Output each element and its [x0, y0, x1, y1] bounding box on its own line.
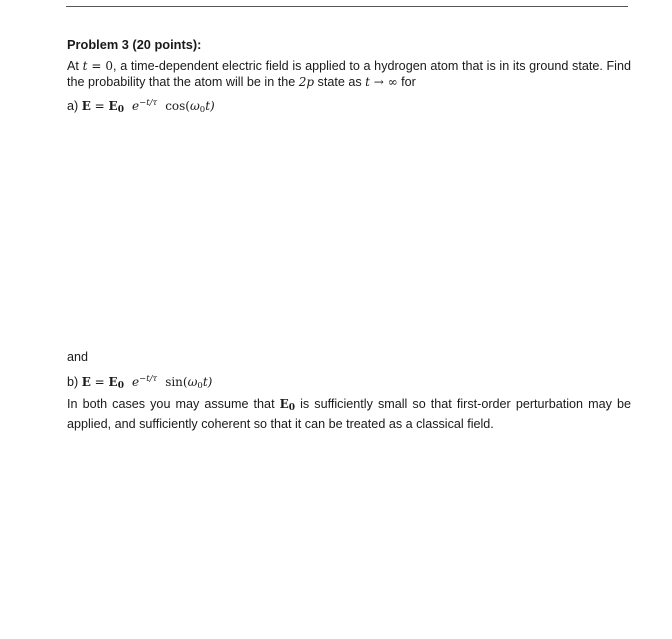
equals-sign: = — [90, 375, 109, 389]
field-E0: E — [108, 99, 118, 113]
part-a-equation — [67, 98, 631, 118]
field-E: E — [81, 375, 91, 389]
intro-paragraph — [67, 58, 631, 90]
sin-function: sin( — [165, 375, 188, 389]
closing-paragraph — [67, 396, 631, 432]
intro-line2-end: for — [397, 75, 416, 89]
intro-line-1 — [67, 58, 631, 74]
part-a-math — [82, 99, 215, 113]
state-2p: 2p — [298, 75, 315, 89]
closing-line1-prefix: In both cases you may assume that — [67, 397, 280, 411]
closing-line1-rest: is sufficiently small so that first-order perturbation may be — [295, 397, 631, 411]
intro-line1-prefix: At — [67, 59, 83, 73]
t-variable: t — [82, 59, 88, 73]
closing-line-2: applied, and sufficiently coherent so that it can be treated as a classical field. — [67, 417, 494, 431]
equals-sign: = — [90, 99, 109, 113]
limit-expression — [365, 75, 398, 89]
part-b-label: b) — [67, 375, 79, 389]
connector-and: and — [67, 350, 89, 364]
problem-heading: Problem 3 (20 points): — [67, 37, 202, 52]
omega: ω — [189, 99, 200, 113]
closing-E0 — [280, 397, 295, 411]
exponent: −t/τ — [139, 98, 158, 108]
limit-text: t → ∞ — [365, 75, 398, 89]
omega: ω — [187, 375, 198, 389]
part-b-math — [82, 375, 213, 389]
exp-base: e — [131, 99, 140, 113]
part-b-equation — [67, 374, 631, 394]
E0-symbol: E — [279, 397, 289, 411]
state-label — [299, 75, 314, 89]
intro-line1-rest: , a time-dependent electric field is applied to a hydrogen atom that is in its ground state. Find — [113, 59, 631, 73]
argument-end: t) — [205, 99, 215, 113]
argument-end: t) — [202, 375, 213, 389]
E0-subscript: 0 — [288, 403, 296, 413]
equals-zero: = 0 — [87, 59, 114, 73]
E0-subscript: 0 — [117, 381, 124, 391]
field-E: E — [81, 99, 91, 113]
closing-line-1 — [67, 396, 631, 416]
E0-subscript: 0 — [117, 105, 124, 115]
intro-line-2 — [67, 74, 631, 90]
intro-line2-mid: state as — [314, 75, 366, 89]
omega-subscript: 0 — [197, 381, 203, 391]
t-equals-zero — [83, 59, 113, 73]
field-E0: E — [108, 375, 118, 389]
cos-function: cos( — [165, 99, 190, 113]
part-a-label: a) — [67, 99, 79, 113]
omega-subscript: 0 — [199, 105, 206, 115]
top-rule — [66, 6, 628, 7]
intro-line2-prefix: the probability that the atom will be in the — [67, 75, 299, 89]
exp-base: e — [131, 375, 140, 389]
exponent: −t/τ — [139, 374, 158, 384]
